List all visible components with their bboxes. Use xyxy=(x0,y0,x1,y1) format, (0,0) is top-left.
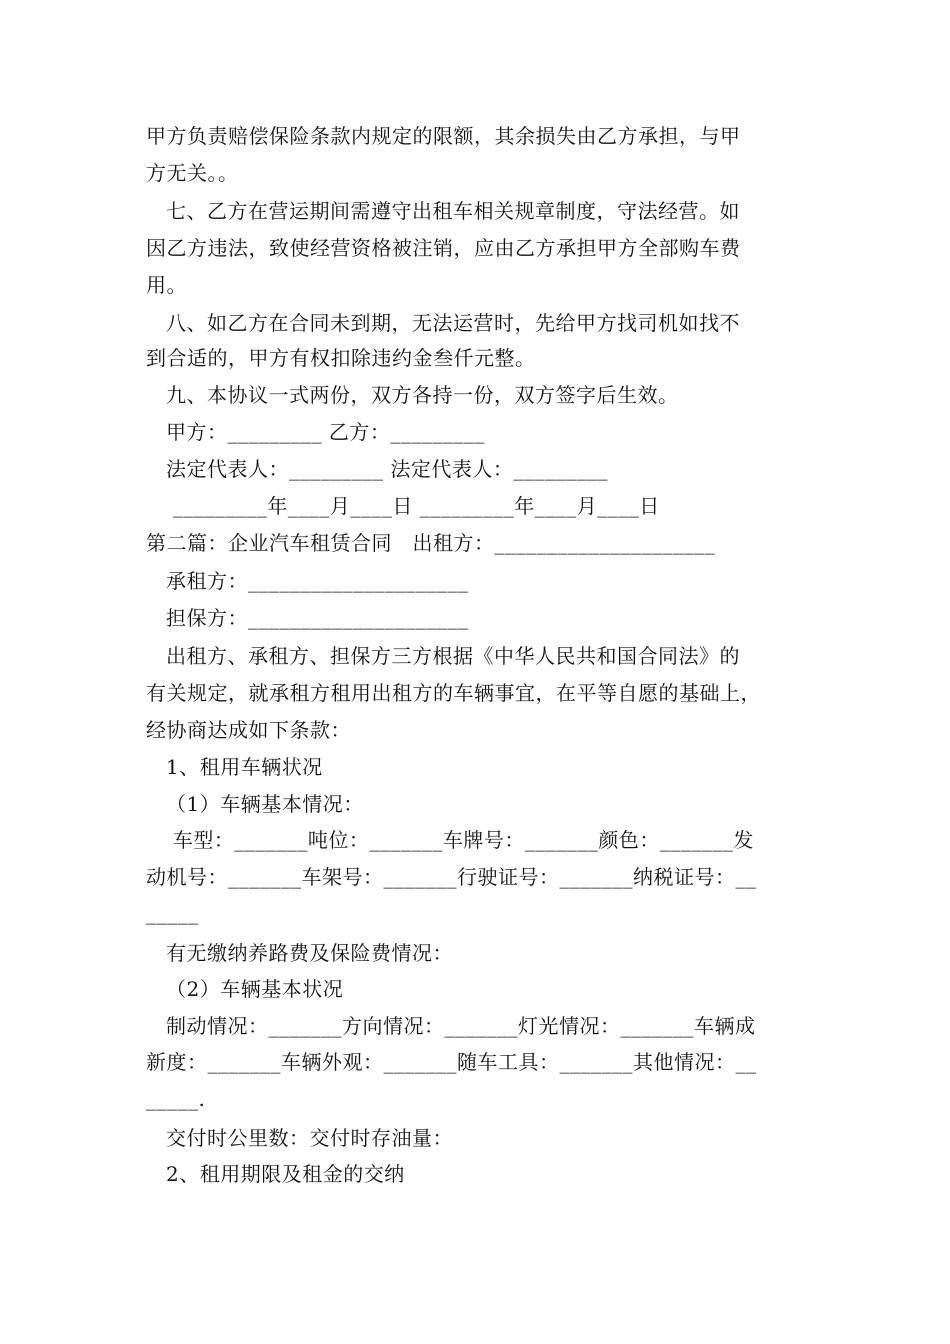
section-heading: 第二篇：企业汽车租赁合同 出租方：_____________________ xyxy=(146,531,715,555)
text-line: 交付时公里数：交付时存油量： xyxy=(166,1126,453,1150)
text-line: 经协商达成如下条款： xyxy=(146,718,351,742)
text-line: 因乙方违法，致使经营资格被注销，应由乙方承担甲方全部购车费 xyxy=(146,236,741,260)
text-line: 用。 xyxy=(146,273,187,297)
date-line: _________年____月____日 _________年____月____日 xyxy=(166,494,660,518)
text-line: _____. xyxy=(146,1087,206,1111)
signature-line: 法定代表人：_________ 法定代表人：_________ xyxy=(166,457,608,481)
text-line: 有无缴纳养路费及保险费情况： xyxy=(166,941,453,965)
text-line: 八、如乙方在合同未到期，无法运营时，先给甲方找司机如找不 xyxy=(166,311,740,335)
text-line: 方无关。。 xyxy=(146,161,239,185)
clause-heading: 2、租用期限及租金的交纳 xyxy=(166,1162,405,1186)
text-line: 新度：_______车辆外观：_______随车工具：_______其他情况：__ xyxy=(146,1050,757,1074)
text-line: 甲方负责赔偿保险条款内规定的限额，其余损失由乙方承担，与甲 xyxy=(146,124,741,148)
text-line: 担保方：_____________________ xyxy=(166,606,469,630)
text-line: 九、本协议一式两份，双方各持一份，双方签字后生效。 xyxy=(166,383,679,407)
clause-heading: 1、租用车辆状况 xyxy=(166,755,323,779)
text-line: 动机号：_______车架号：_______行驶证号：_______纳税证号：__ xyxy=(146,865,757,889)
text-line: 承租方：_____________________ xyxy=(166,569,469,593)
text-line: _____ xyxy=(146,901,199,925)
text-line: 七、乙方在营运期间需遵守出租车相关规章制度，守法经营。如 xyxy=(166,199,740,223)
signature-line: 甲方：_________ 乙方：_________ xyxy=(166,420,485,444)
text-line: 出租方、承租方、担保方三方根据《中华人民共和国合同法》的 xyxy=(166,644,740,668)
clause-subheading: （1）车辆基本情况： xyxy=(166,792,364,816)
text-line: 制动情况：_______方向情况：_______灯光情况：_______车辆成 xyxy=(166,1014,756,1038)
text-line: 到合适的，甲方有权扣除违约金叁仟元整。 xyxy=(146,346,536,370)
text-line: 有关规定，就承租方租用出租方的车辆事宜，在平等自愿的基础上， xyxy=(146,681,761,705)
text-line: 车型：_______吨位：_______车牌号：_______颜色：_______发 xyxy=(166,828,754,852)
clause-subheading: （2）车辆基本状况 xyxy=(166,977,344,1001)
